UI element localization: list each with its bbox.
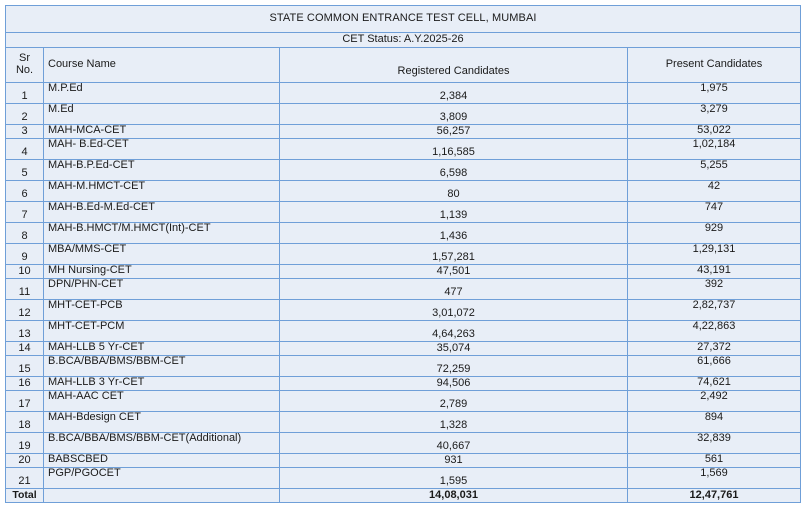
- cell-course-name: MAH-Bdesign CET: [44, 412, 280, 433]
- table-row: [6, 104, 801, 125]
- table-row: [6, 265, 801, 279]
- table-row: [6, 300, 801, 321]
- cell-present-candidates: 74,621: [628, 377, 801, 391]
- table-row: [6, 181, 801, 202]
- cell-present-candidates: 561: [628, 454, 801, 468]
- cell-registered-candidates: 6,598: [280, 160, 628, 181]
- cell-course-name: M.P.Ed: [44, 83, 280, 104]
- table-row: [6, 83, 801, 104]
- table-row: [6, 223, 801, 244]
- cell-present-candidates: 42: [628, 181, 801, 202]
- cell-sr-no: 7: [6, 202, 44, 223]
- report-title-row: [6, 6, 801, 33]
- cell-registered-candidates: 1,328: [280, 412, 628, 433]
- cell-course-name: MHT-CET-PCB: [44, 300, 280, 321]
- report-sheet: [5, 5, 800, 503]
- cell-registered-candidates: 477: [280, 279, 628, 300]
- total-label: Total: [6, 489, 44, 503]
- table-row: [6, 391, 801, 412]
- report-title: STATE COMMON ENTRANCE TEST CELL, MUMBAI: [6, 6, 801, 33]
- cell-registered-candidates: 1,57,281: [280, 244, 628, 265]
- table-row: [6, 125, 801, 139]
- cell-sr-no: 13: [6, 321, 44, 342]
- cell-registered-candidates: 56,257: [280, 125, 628, 139]
- cell-sr-no: 12: [6, 300, 44, 321]
- cell-present-candidates: 1,975: [628, 83, 801, 104]
- cell-course-name: MAH- B.Ed-CET: [44, 139, 280, 160]
- cell-sr-no: 8: [6, 223, 44, 244]
- cell-registered-candidates: 931: [280, 454, 628, 468]
- table-row: [6, 279, 801, 300]
- cell-course-name: MAH-MCA-CET: [44, 125, 280, 139]
- cell-registered-candidates: 35,074: [280, 342, 628, 356]
- column-header-course-name: Course Name: [44, 48, 280, 83]
- cell-present-candidates: 32,839: [628, 433, 801, 454]
- cell-sr-no: 16: [6, 377, 44, 391]
- cell-course-name: MAH-M.HMCT-CET: [44, 181, 280, 202]
- cell-present-candidates: 61,666: [628, 356, 801, 377]
- column-header-registered-candidates: Registered Candidates: [280, 48, 628, 83]
- cell-present-candidates: 2,82,737: [628, 300, 801, 321]
- table-row: [6, 321, 801, 342]
- cell-registered-candidates: 4,64,263: [280, 321, 628, 342]
- column-header-row: [6, 48, 801, 83]
- cell-course-name: MAH-LLB 3 Yr-CET: [44, 377, 280, 391]
- cell-course-name: MAH-B.HMCT/M.HMCT(Int)-CET: [44, 223, 280, 244]
- cell-present-candidates: 929: [628, 223, 801, 244]
- table-row: [6, 139, 801, 160]
- cell-course-name: MAH-AAC CET: [44, 391, 280, 412]
- cell-sr-no: 5: [6, 160, 44, 181]
- cell-course-name: DPN/PHN-CET: [44, 279, 280, 300]
- table-row: [6, 454, 801, 468]
- cell-sr-no: 10: [6, 265, 44, 279]
- cell-sr-no: 3: [6, 125, 44, 139]
- cell-present-candidates: 27,372: [628, 342, 801, 356]
- cell-sr-no: 14: [6, 342, 44, 356]
- table-row: [6, 160, 801, 181]
- cell-registered-candidates: 2,384: [280, 83, 628, 104]
- total-row: [6, 489, 801, 503]
- cell-registered-candidates: 1,436: [280, 223, 628, 244]
- cell-registered-candidates: 2,789: [280, 391, 628, 412]
- table-row: [6, 468, 801, 489]
- cell-present-candidates: 5,255: [628, 160, 801, 181]
- cell-course-name: MBA/MMS-CET: [44, 244, 280, 265]
- cell-sr-no: 6: [6, 181, 44, 202]
- cell-present-candidates: 1,569: [628, 468, 801, 489]
- cell-course-name: MAH-B.Ed-M.Ed-CET: [44, 202, 280, 223]
- cell-course-name: M.Ed: [44, 104, 280, 125]
- cell-present-candidates: 2,492: [628, 391, 801, 412]
- cell-registered-candidates: 1,595: [280, 468, 628, 489]
- cell-registered-candidates: 47,501: [280, 265, 628, 279]
- cell-present-candidates: 4,22,863: [628, 321, 801, 342]
- cell-present-candidates: 747: [628, 202, 801, 223]
- cell-sr-no: 9: [6, 244, 44, 265]
- table-row: [6, 244, 801, 265]
- cell-course-name: MAH-B.P.Ed-CET: [44, 160, 280, 181]
- cell-sr-no: 17: [6, 391, 44, 412]
- cell-sr-no: 21: [6, 468, 44, 489]
- cell-registered-candidates: 72,259: [280, 356, 628, 377]
- cell-present-candidates: 1,29,131: [628, 244, 801, 265]
- total-course-name: [44, 489, 280, 503]
- cell-present-candidates: 392: [628, 279, 801, 300]
- cet-status-table: [5, 5, 801, 503]
- table-body: [6, 6, 801, 503]
- cell-course-name: MH Nursing-CET: [44, 265, 280, 279]
- cell-sr-no: 18: [6, 412, 44, 433]
- column-header-sr-no: Sr No.: [6, 48, 44, 83]
- table-row: [6, 433, 801, 454]
- cell-sr-no: 2: [6, 104, 44, 125]
- total-registered-candidates: 14,08,031: [280, 489, 628, 503]
- cell-course-name: BABSCBED: [44, 454, 280, 468]
- table-row: [6, 412, 801, 433]
- cell-sr-no: 1: [6, 83, 44, 104]
- cell-sr-no: 4: [6, 139, 44, 160]
- cell-present-candidates: 1,02,184: [628, 139, 801, 160]
- total-present-candidates: 12,47,761: [628, 489, 801, 503]
- cell-present-candidates: 53,022: [628, 125, 801, 139]
- cell-sr-no: 20: [6, 454, 44, 468]
- cell-registered-candidates: 1,139: [280, 202, 628, 223]
- cell-course-name: PGP/PGOCET: [44, 468, 280, 489]
- report-subtitle: CET Status: A.Y.2025-26: [6, 33, 801, 48]
- cell-sr-no: 19: [6, 433, 44, 454]
- table-row: [6, 377, 801, 391]
- cell-registered-candidates: 80: [280, 181, 628, 202]
- cell-course-name: MHT-CET-PCM: [44, 321, 280, 342]
- cell-registered-candidates: 1,16,585: [280, 139, 628, 160]
- cell-course-name: MAH-LLB 5 Yr-CET: [44, 342, 280, 356]
- cell-course-name: B.BCA/BBA/BMS/BBM-CET: [44, 356, 280, 377]
- table-row: [6, 342, 801, 356]
- cell-registered-candidates: 3,809: [280, 104, 628, 125]
- cell-registered-candidates: 3,01,072: [280, 300, 628, 321]
- cell-sr-no: 11: [6, 279, 44, 300]
- cell-registered-candidates: 40,667: [280, 433, 628, 454]
- table-row: [6, 356, 801, 377]
- cell-course-name: B.BCA/BBA/BMS/BBM-CET(Additional): [44, 433, 280, 454]
- cell-present-candidates: 43,191: [628, 265, 801, 279]
- cell-present-candidates: 3,279: [628, 104, 801, 125]
- cell-registered-candidates: 94,506: [280, 377, 628, 391]
- cell-present-candidates: 894: [628, 412, 801, 433]
- column-header-present-candidates: Present Candidates: [628, 48, 801, 83]
- cell-sr-no: 15: [6, 356, 44, 377]
- report-subtitle-row: [6, 33, 801, 48]
- table-row: [6, 202, 801, 223]
